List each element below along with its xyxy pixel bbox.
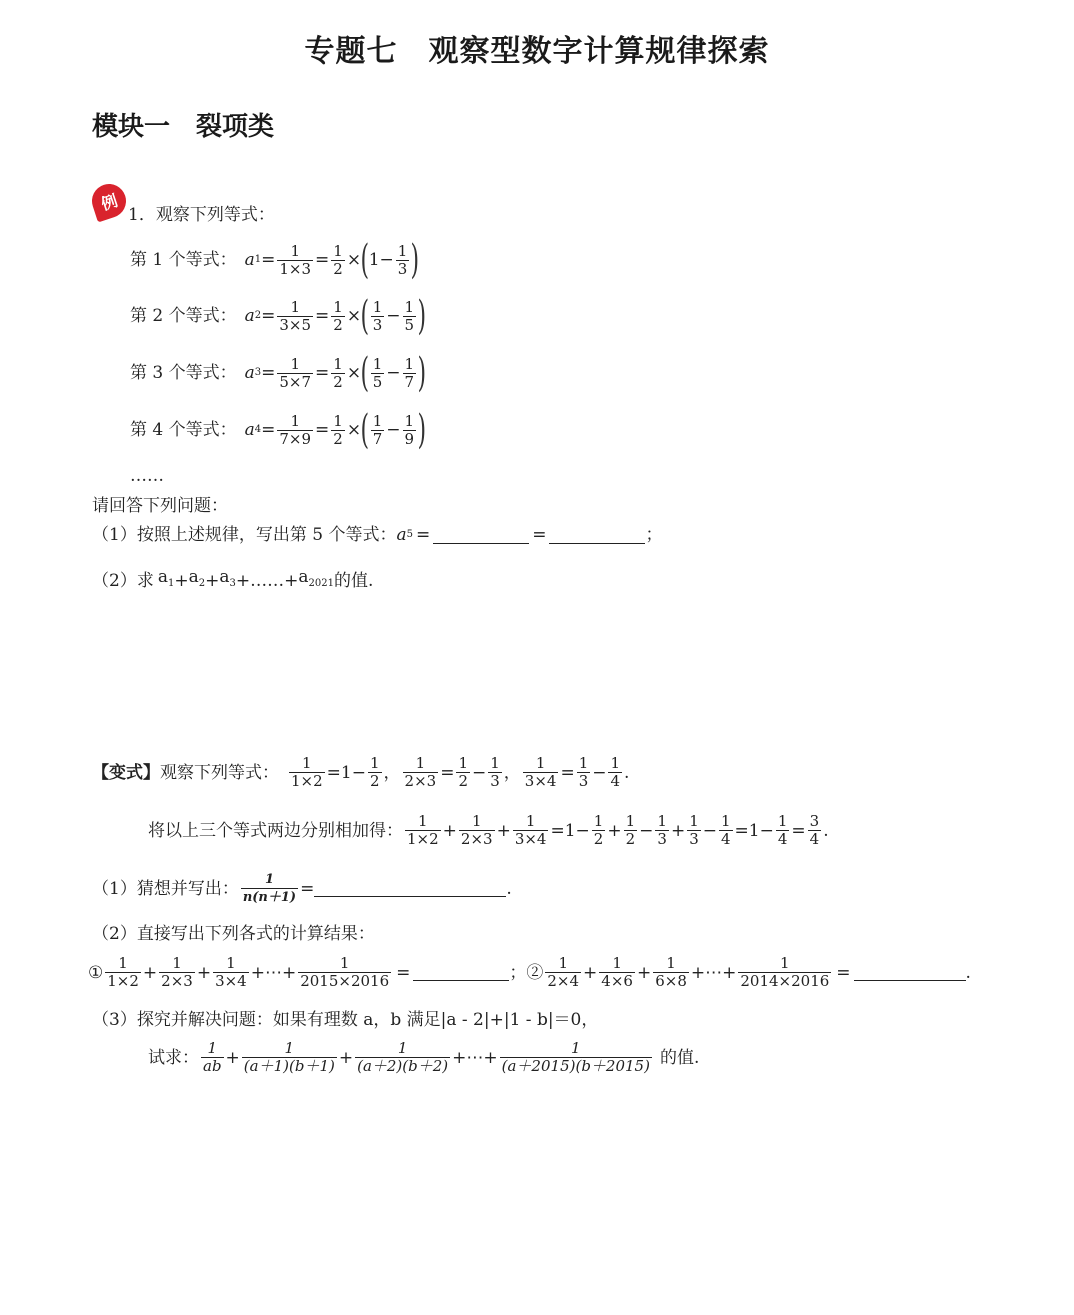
sum-term: $a_{2021}$ bbox=[298, 567, 334, 589]
equation-row: 第 1 个等式： a 1 = $\frac{1}{1\times 3}$ = $\frac{1}{2}$ × ( 1 − $\frac{1}{3}$ ) bbox=[130, 237, 420, 283]
fraction: $\frac{1}{2}$ bbox=[625, 812, 636, 848]
fraction: $\frac{3}{4}$ bbox=[809, 812, 820, 848]
example-badge-icon: 例 bbox=[88, 180, 131, 223]
equation-row: 第 4 个等式： a 4 = $\frac{1}{7\times 9}$ = $\frac{1}{2}$ × ( $\frac{1}{7}$ − $\frac{1}{9}$ ) bbox=[130, 407, 427, 453]
equals-sign: = bbox=[532, 525, 547, 545]
fraction: $\frac{1}{3}$ bbox=[397, 241, 408, 278]
equation-var: a bbox=[244, 306, 255, 326]
fraction: $\frac{1}{2\times 3}$ bbox=[460, 812, 493, 848]
fraction: $\frac{1}{5\times 7}$ bbox=[279, 354, 312, 391]
answer-blank-1[interactable] bbox=[433, 527, 529, 544]
variant-label: 【变式】 bbox=[92, 762, 160, 783]
equation-row: 第 2 个等式： a 2 = $\frac{1}{3\times 5}$ = $\frac{1}{2}$ × ( $\frac{1}{3}$ − $\frac{1}{5}$ ) bbox=[130, 293, 427, 339]
fraction: $\frac{1}{6\times 8}$ bbox=[655, 954, 687, 990]
equation-label: 第 3 个等式： bbox=[130, 363, 237, 383]
fraction: $\frac{1}{1\times 2}$ bbox=[291, 754, 323, 790]
fraction: $\frac{1}{7\times 9}$ bbox=[279, 411, 312, 448]
question-2-end: 的值. bbox=[333, 570, 374, 591]
variant-question-2-line: ① $\frac{1}{1\times 2}$ + $\frac{1}{2\times 3}$ + $\frac{1}{3\times 4}$ + ⋯ + $\frac{1}{2015\times 2016}$ = ；② $\frac{1}{2\times 4}$ + $\frac{1}{4\times 6}$ + $\frac{1}{6\times 8}$ + ⋯ + $\frac{1}{2014\times 2016}$ = . bbox=[88, 954, 971, 990]
equation-var: a bbox=[244, 420, 255, 440]
fraction: $\frac{1}{2}$ bbox=[333, 354, 343, 391]
sum-term: $a_2$ bbox=[188, 567, 206, 589]
fraction: $\frac{1}{2}$ bbox=[593, 812, 604, 848]
fraction: $\frac{1}{7}$ bbox=[404, 354, 415, 391]
sum-line: 将以上三个等式两边分别相加得： $\frac{1}{1\times 2}$ + $\frac{1}{2\times 3}$ + $\frac{1}{3\times 4}$ = 1 − $\frac{1}{2}$ + $\frac{1}{2}$ − $\frac{1}{3}$ + $\frac{1}{3}$ − $\frac{1}{4}$ = 1 − $\frac{1}{4}$ = $\frac{3}{4}$ . bbox=[148, 812, 829, 848]
fraction: $\frac{1}{ab}$ bbox=[203, 1039, 222, 1075]
fraction: $\frac{1}{3\times 4}$ bbox=[215, 954, 247, 990]
fraction: $\frac{1}{n(n+1)}$ bbox=[242, 872, 297, 905]
equation-var: a bbox=[244, 250, 255, 270]
equation-row: 第 3 个等式： a 3 = $\frac{1}{5\times 7}$ = $\frac{1}{2}$ × ( $\frac{1}{5}$ − $\frac{1}{7}$ ) bbox=[130, 350, 427, 396]
question-1-label: （1）按照上述规律，写出第 5 个等式： bbox=[92, 525, 397, 545]
question-2-label: （2）求 bbox=[92, 570, 154, 591]
fraction: $\frac{1}{2\times 4}$ bbox=[547, 954, 580, 990]
semicolon: ； bbox=[645, 525, 663, 545]
variant-intro-text: 观察下列等式： bbox=[160, 762, 279, 783]
example-intro: 1．观察下列等式： bbox=[128, 205, 275, 225]
fraction: $\frac{1}{3}$ bbox=[490, 754, 500, 790]
q3-ask: 试求： bbox=[148, 1047, 199, 1068]
fraction: $\frac{1}{5}$ bbox=[372, 354, 383, 391]
plus-sign: + bbox=[235, 570, 251, 591]
fraction: $\frac{1}{2\times 3}$ bbox=[404, 754, 437, 790]
equals-sign: = bbox=[415, 525, 431, 545]
fraction: $\frac{1}{3}$ bbox=[657, 812, 667, 848]
page-title: 专题七 观察型数字计算规律探索 bbox=[304, 34, 770, 69]
equation-var: a bbox=[244, 363, 255, 383]
answer-blank-3[interactable] bbox=[314, 880, 506, 897]
fraction: $\frac{1}{9}$ bbox=[404, 411, 415, 448]
module-heading: 模块一 裂项类 bbox=[92, 112, 275, 142]
variant-q2-label: （2）直接写出下列各式的计算结果： bbox=[92, 924, 375, 944]
fraction: $\frac{1}{1\times 2}$ bbox=[407, 812, 439, 848]
answer-blank-4[interactable] bbox=[413, 964, 509, 981]
fraction: $\frac{1}{(a+2)(b+2)}$ bbox=[357, 1039, 449, 1075]
question-1 bbox=[92, 525, 662, 545]
fraction: $\frac{1}{3\times 4}$ bbox=[514, 812, 547, 848]
fraction: $\frac{1}{3\times 5}$ bbox=[279, 297, 312, 334]
equation-label: 第 4 个等式： bbox=[130, 420, 237, 440]
equation-label: 第 2 个等式： bbox=[130, 306, 237, 326]
circle-one: ① bbox=[88, 962, 104, 983]
fraction: $\frac{1}{2014\times 2016}$ bbox=[740, 954, 830, 990]
plus-sign: + bbox=[174, 570, 189, 591]
sum-dots: …… bbox=[250, 570, 285, 591]
variant-question-3-line: 试求： $\frac{1}{ab}$ + $\frac{1}{(a+1)(b+1)}$ + $\frac{1}{(a+2)(b+2)}$ + ⋯ + $\frac{1}{(a+2015)(b+2015)}$ 的值. bbox=[148, 1039, 700, 1075]
fraction: $\frac{1}{5}$ bbox=[404, 297, 415, 334]
fraction: $\frac{1}{1\times 2}$ bbox=[107, 954, 139, 990]
fraction: $\frac{1}{3\times 4}$ bbox=[524, 754, 557, 790]
fraction: $\frac{1}{2}$ bbox=[458, 754, 468, 790]
fraction: $\frac{1}{2}$ bbox=[333, 297, 343, 334]
fraction: $\frac{1}{7}$ bbox=[372, 411, 383, 448]
sum-label: 将以上三个等式两边分别相加得： bbox=[148, 820, 403, 841]
fraction: $\frac{1}{4}$ bbox=[610, 754, 621, 790]
fraction: $\frac{1}{2}$ bbox=[333, 411, 343, 448]
fraction: $\frac{1}{3}$ bbox=[578, 754, 589, 790]
question-1-var: a bbox=[396, 525, 407, 545]
sum-term: $a_1$ bbox=[157, 567, 175, 589]
fraction: $\frac{1}{3}$ bbox=[372, 297, 383, 334]
fraction: $\frac{1}{(a+1)(b+1)}$ bbox=[243, 1039, 335, 1075]
circle-two: ；② bbox=[509, 962, 544, 983]
fraction: $\frac{1}{1\times 3}$ bbox=[279, 241, 312, 278]
plus-sign: + bbox=[205, 570, 220, 591]
fraction: $\frac{1}{2015\times 2016}$ bbox=[300, 954, 390, 990]
answer-blank-5[interactable] bbox=[854, 964, 966, 981]
dots-line: …… bbox=[130, 466, 164, 486]
q3-end: 的值. bbox=[659, 1047, 700, 1068]
equation-label: 第 1 个等式： bbox=[130, 250, 237, 270]
variant-question-1: （1）猜想并写出： $\frac{1}{n(n+1)}$ = . bbox=[92, 872, 512, 905]
sum-term: $a_3$ bbox=[219, 567, 236, 589]
question-1-sub: 5 bbox=[406, 529, 413, 540]
answer-blank-2[interactable] bbox=[549, 527, 645, 544]
fraction: $\frac{1}{2}$ bbox=[369, 754, 380, 790]
plus-sign: + bbox=[284, 570, 299, 591]
fraction: $\frac{1}{2\times 3}$ bbox=[161, 954, 193, 990]
fraction: $\frac{1}{3}$ bbox=[689, 812, 699, 848]
variant-q3-label: （3）探究并解决问题：如果有理数 a，b 满足|a - 2|+|1 - b|＝0， bbox=[92, 1010, 599, 1030]
fraction: $\frac{1}{4}$ bbox=[720, 812, 731, 848]
variant-intro: 【变式】 观察下列等式： $\frac{1}{1\times 2}$ = 1 − $\frac{1}{2}$ ， $\frac{1}{2\times 3}$ = $\frac{1}{2}$ − $\frac{1}{3}$ ， $\frac{1}{3\times 4}$ = $\frac{1}{3}$ − $\frac{1}{4}$ . bbox=[92, 754, 630, 790]
fraction: $\frac{1}{4}$ bbox=[777, 812, 788, 848]
fraction: $\frac{1}{2}$ bbox=[333, 241, 343, 278]
fraction: $\frac{1}{4\times 6}$ bbox=[601, 954, 633, 990]
fraction: $\frac{1}{(a+2015)(b+2015)}$ bbox=[501, 1039, 650, 1075]
question-2 bbox=[92, 567, 373, 594]
questions-intro: 请回答下列问题： bbox=[92, 496, 228, 516]
variant-q1-label: （1）猜想并写出： bbox=[92, 878, 239, 899]
